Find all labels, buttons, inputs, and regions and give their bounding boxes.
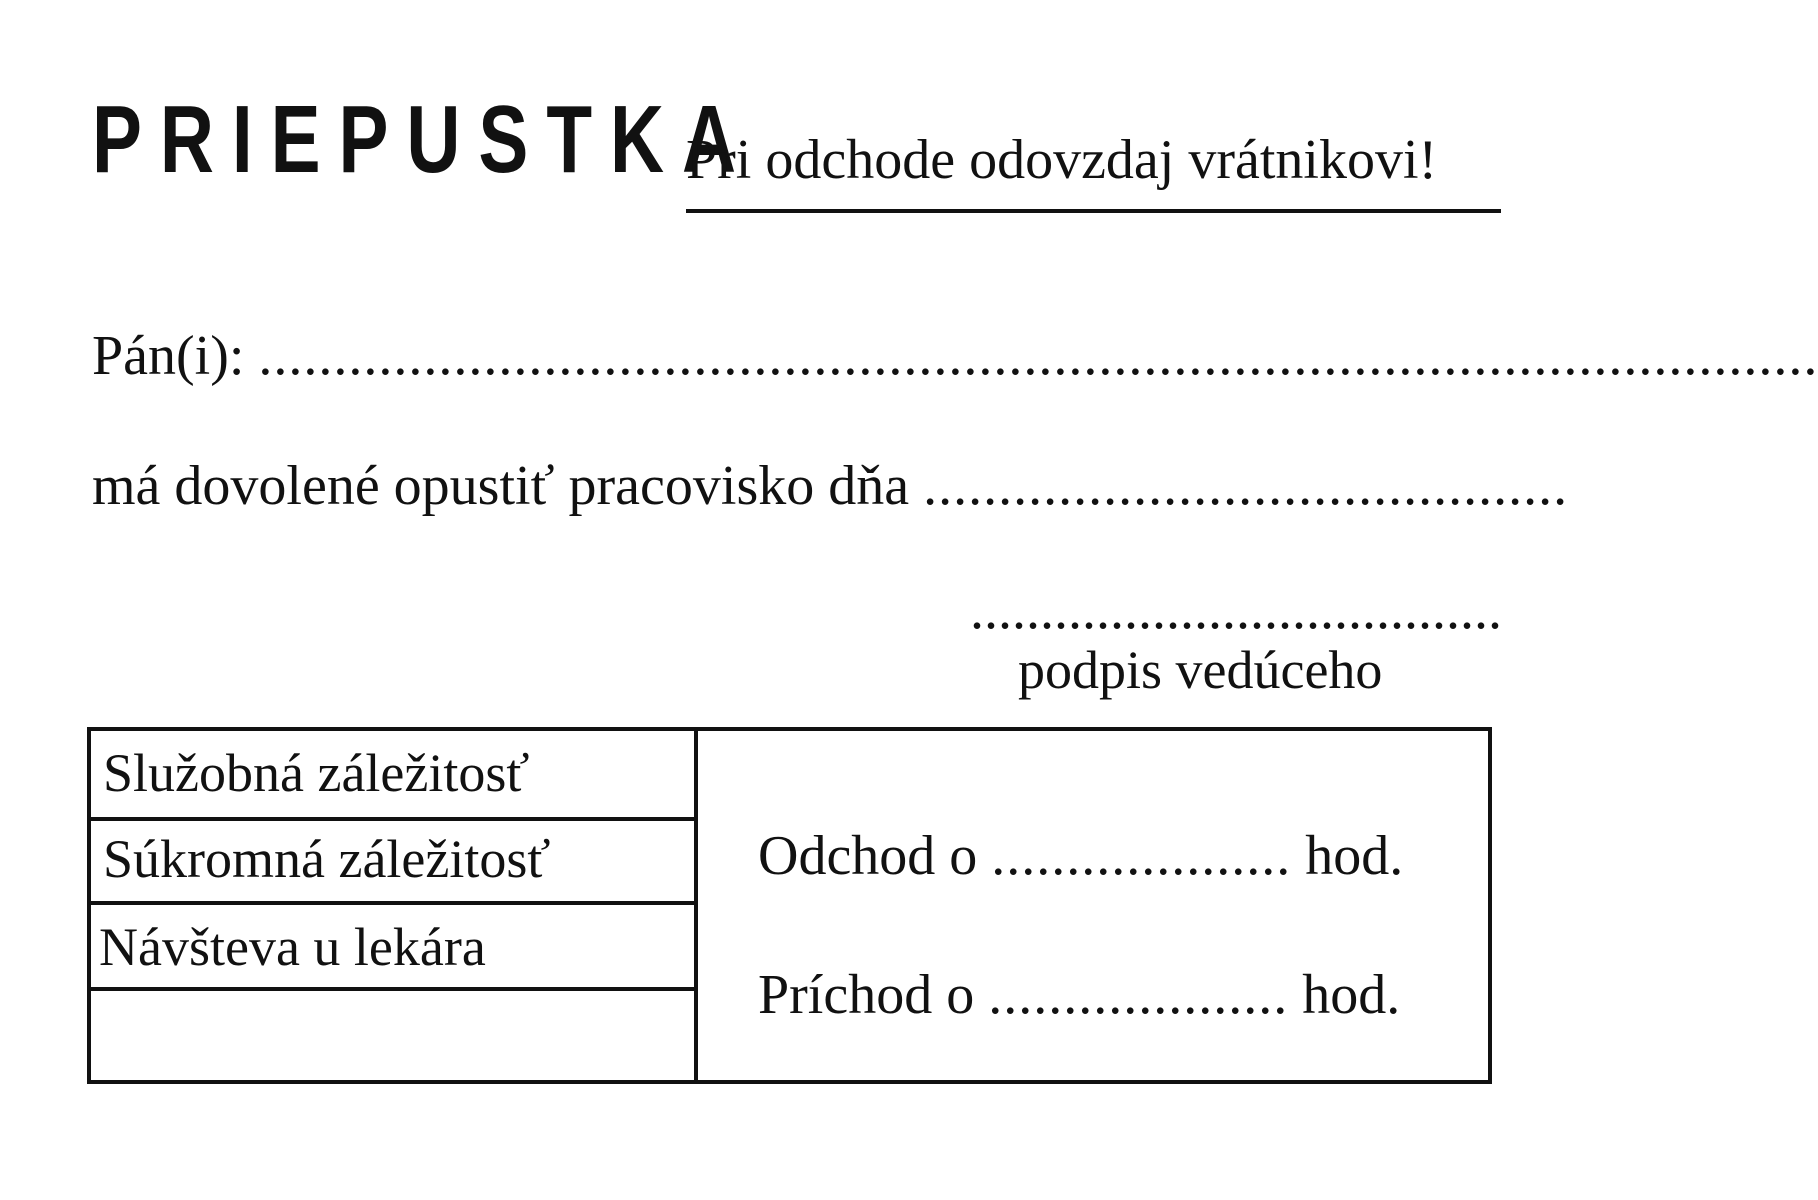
reason-column xyxy=(91,731,698,1080)
arrival-label: Príchod o xyxy=(758,964,975,1026)
name-line xyxy=(92,326,1818,386)
signature-fill-field[interactable]: ...................................... xyxy=(970,579,1502,641)
reason-blank[interactable] xyxy=(91,991,694,1080)
departure-label: Odchod o xyxy=(758,825,978,887)
form-title: PRIEPUSTKA xyxy=(92,86,755,193)
arrival-time-field[interactable]: .................... xyxy=(988,964,1289,1026)
departure-time-row xyxy=(758,826,1403,886)
date-fill-field[interactable]: ........................................... xyxy=(923,455,1569,517)
reason-official-business[interactable]: Služobná záležitosť xyxy=(91,731,694,821)
time-column xyxy=(698,731,1488,1080)
reason-time-table xyxy=(87,727,1492,1084)
name-fill-field[interactable]: ........................................................................................................ xyxy=(258,325,1818,387)
return-notice: Pri odchode odovzdaj vrátnikovi! xyxy=(686,130,1501,213)
arrival-time-row xyxy=(758,965,1400,1025)
name-label: Pán(i): xyxy=(92,325,245,387)
departure-unit: hod. xyxy=(1305,825,1404,887)
reason-doctor-visit[interactable]: Návšteva u lekára xyxy=(91,905,694,991)
date-line xyxy=(92,456,1568,516)
arrival-unit: hod. xyxy=(1302,964,1401,1026)
reason-private-matter[interactable]: Súkromná záležitosť xyxy=(91,821,694,905)
departure-time-field[interactable]: .................... xyxy=(991,825,1292,887)
date-label: má dovolené opustiť pracovisko dňa xyxy=(92,455,910,517)
signature-label: podpis vedúceho xyxy=(1018,640,1383,700)
